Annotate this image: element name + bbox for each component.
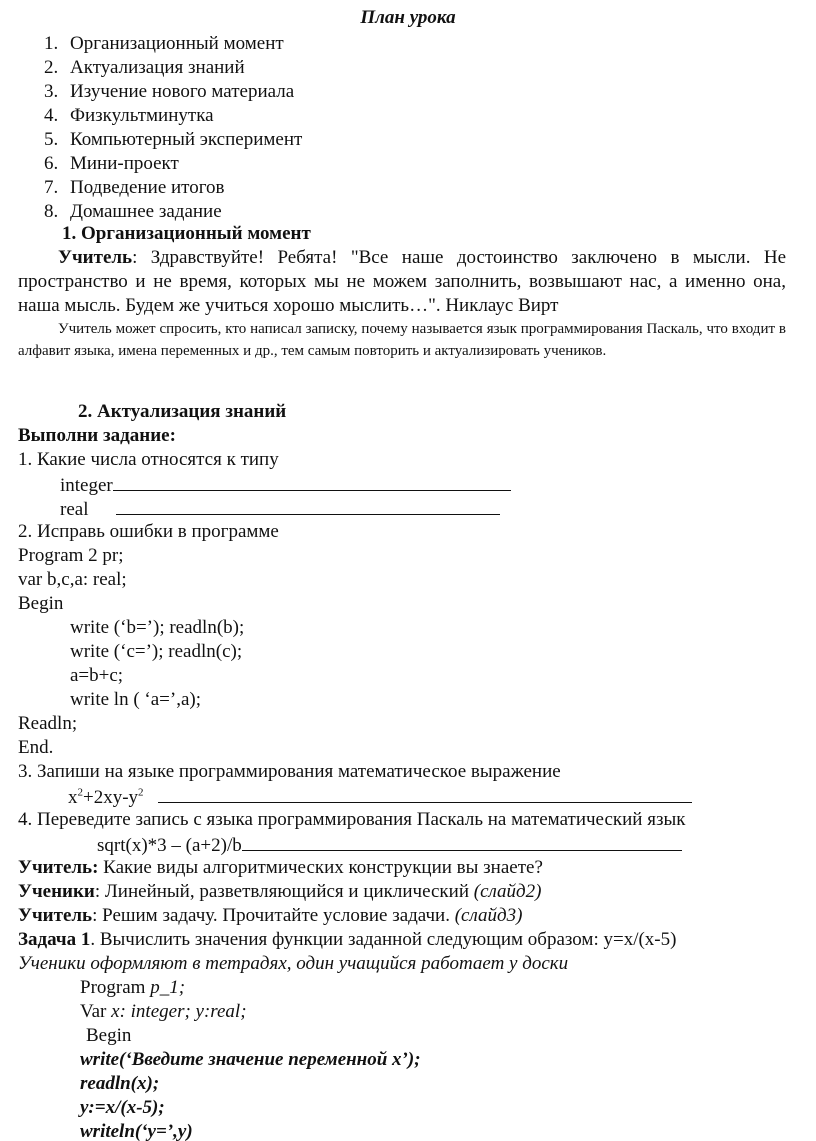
question-3: 3. Запиши на языке программирования математическое выражение — [18, 761, 561, 782]
dialogue-text: Какие виды алгоритмических конструкции вы знаете? — [98, 857, 543, 878]
plan-item — [44, 128, 302, 152]
program-line: writeln(‘y=’,y) — [80, 1121, 193, 1141]
students-note: Ученики оформляют в тетрадях, один учащийся работает у доски — [18, 953, 569, 974]
question-1: 1. Какие числа относятся к типу — [18, 449, 279, 470]
dialogue-text: : Линейный, разветвляющийся и циклический — [94, 881, 474, 902]
plan-num: 5. — [44, 129, 59, 150]
teacher-note: Учитель может спросить, кто написал записку, почему называется язык программирования Паскаль, что входит в алфавит языка, имена переменных и др., тем самым повторить и актуализировать учеников. — [18, 321, 786, 359]
answer-integer — [60, 472, 511, 498]
plan-num: 3. — [44, 81, 59, 102]
answer-blank — [242, 832, 682, 851]
plan-label: Подведение итогов — [70, 177, 225, 198]
program-line: write(‘Введите значение переменной x’); — [80, 1049, 421, 1070]
page-title: План урока — [360, 7, 456, 28]
plan-label: Физкультминутка — [70, 105, 214, 126]
var-decl: x: integer; y:real; — [111, 1001, 247, 1022]
code-line: write ln ( ‘a=’,a); — [70, 689, 201, 710]
plan-label: Мини-проект — [70, 153, 179, 174]
type-label: real — [60, 499, 89, 520]
expr-part: +2xy-y — [83, 787, 139, 808]
keyword: Program — [80, 977, 151, 998]
teacher-greeting — [18, 246, 786, 318]
plan-num: 8. — [44, 201, 59, 222]
code-line: var b,c,a: real; — [18, 569, 127, 590]
plan-num: 7. — [44, 177, 59, 198]
speaker-label: Учитель — [58, 247, 133, 268]
program-line: y:=x/(x-5); — [80, 1097, 165, 1118]
section-1-heading: 1. Организационный момент — [62, 223, 311, 244]
speaker-label: Учитель: — [18, 857, 99, 878]
dialogue-line — [18, 856, 543, 880]
code-line: write (‘b=’); readln(b); — [70, 617, 245, 638]
task-1-label: Задача 1 — [18, 929, 91, 950]
plan-item — [44, 56, 245, 80]
plan-item — [44, 200, 222, 224]
dialogue-text: : Решим задачу. Прочитайте условие задачи. — [92, 905, 455, 926]
plan-item — [44, 80, 294, 104]
code-line: write (‘c=’); readln(c); — [70, 641, 243, 662]
plan-num: 2. — [44, 57, 59, 78]
plan-num: 1. — [44, 33, 59, 54]
program-line: Begin — [86, 1025, 132, 1046]
plan-num: 6. — [44, 153, 59, 174]
slide-ref: (слайд3) — [454, 905, 523, 926]
program-name: p_1; — [150, 977, 186, 998]
type-label: integer — [60, 475, 113, 496]
code-line: Program 2 pr; — [18, 545, 124, 566]
exponent: 2 — [138, 786, 144, 799]
plan-label: Компьютерный эксперимент — [70, 129, 303, 150]
code-line: a=b+c; — [70, 665, 124, 686]
answer-real — [60, 496, 500, 522]
task-1 — [18, 928, 676, 952]
code-line: Begin — [18, 593, 64, 614]
code-line: Readln; — [18, 713, 78, 734]
math-expression — [68, 784, 692, 810]
task-1-text: . Вычислить значения функции заданной следующим образом: y=x/(x-5) — [90, 929, 677, 950]
plan-label: Изучение нового материала — [70, 81, 295, 102]
answer-blank — [116, 496, 500, 515]
plan-item — [44, 176, 225, 200]
greeting-text: : Здравствуйте! Ребята! "Все наше достоинство заключено в мысли. Не пространство и не время, которых мы не можем заполнить, возвышают нас, а именно она, наша мысль. Будем же учиться хорошо мыслить…". Никлаус Вирт — [18, 247, 786, 316]
plan-label: Домашнее задание — [70, 201, 222, 222]
code-line: End. — [18, 737, 54, 758]
expr-part: x — [68, 787, 78, 808]
speaker-label: Ученики — [18, 881, 95, 902]
dialogue-line — [18, 880, 541, 904]
plan-item — [44, 104, 214, 128]
plan-item — [44, 32, 284, 56]
keyword: Var — [80, 1001, 112, 1022]
slide-ref: (слайд2) — [473, 881, 542, 902]
program-line — [80, 1000, 247, 1024]
pascal-expression — [97, 832, 682, 858]
plan-label: Организационный момент — [70, 33, 284, 54]
dialogue-line — [18, 904, 522, 928]
speaker-label: Учитель — [18, 905, 93, 926]
task-label: Выполни задание: — [18, 425, 176, 446]
program-line — [80, 976, 185, 1000]
program-line: readln(x); — [80, 1073, 160, 1094]
question-4: 4. Переведите запись с языка программирования Паскаль на математический язык — [18, 809, 686, 830]
expr-part: sqrt(x)*3 – (a+2)/b — [97, 835, 242, 856]
exponent: 2 — [77, 786, 83, 799]
answer-blank — [158, 784, 692, 803]
plan-label: Актуализация знаний — [70, 57, 245, 78]
question-2: 2. Исправь ошибки в программе — [18, 521, 279, 542]
answer-blank — [113, 472, 511, 491]
plan-item — [44, 152, 179, 176]
section-2-heading: 2. Актуализация знаний — [78, 401, 287, 422]
plan-num: 4. — [44, 105, 59, 126]
